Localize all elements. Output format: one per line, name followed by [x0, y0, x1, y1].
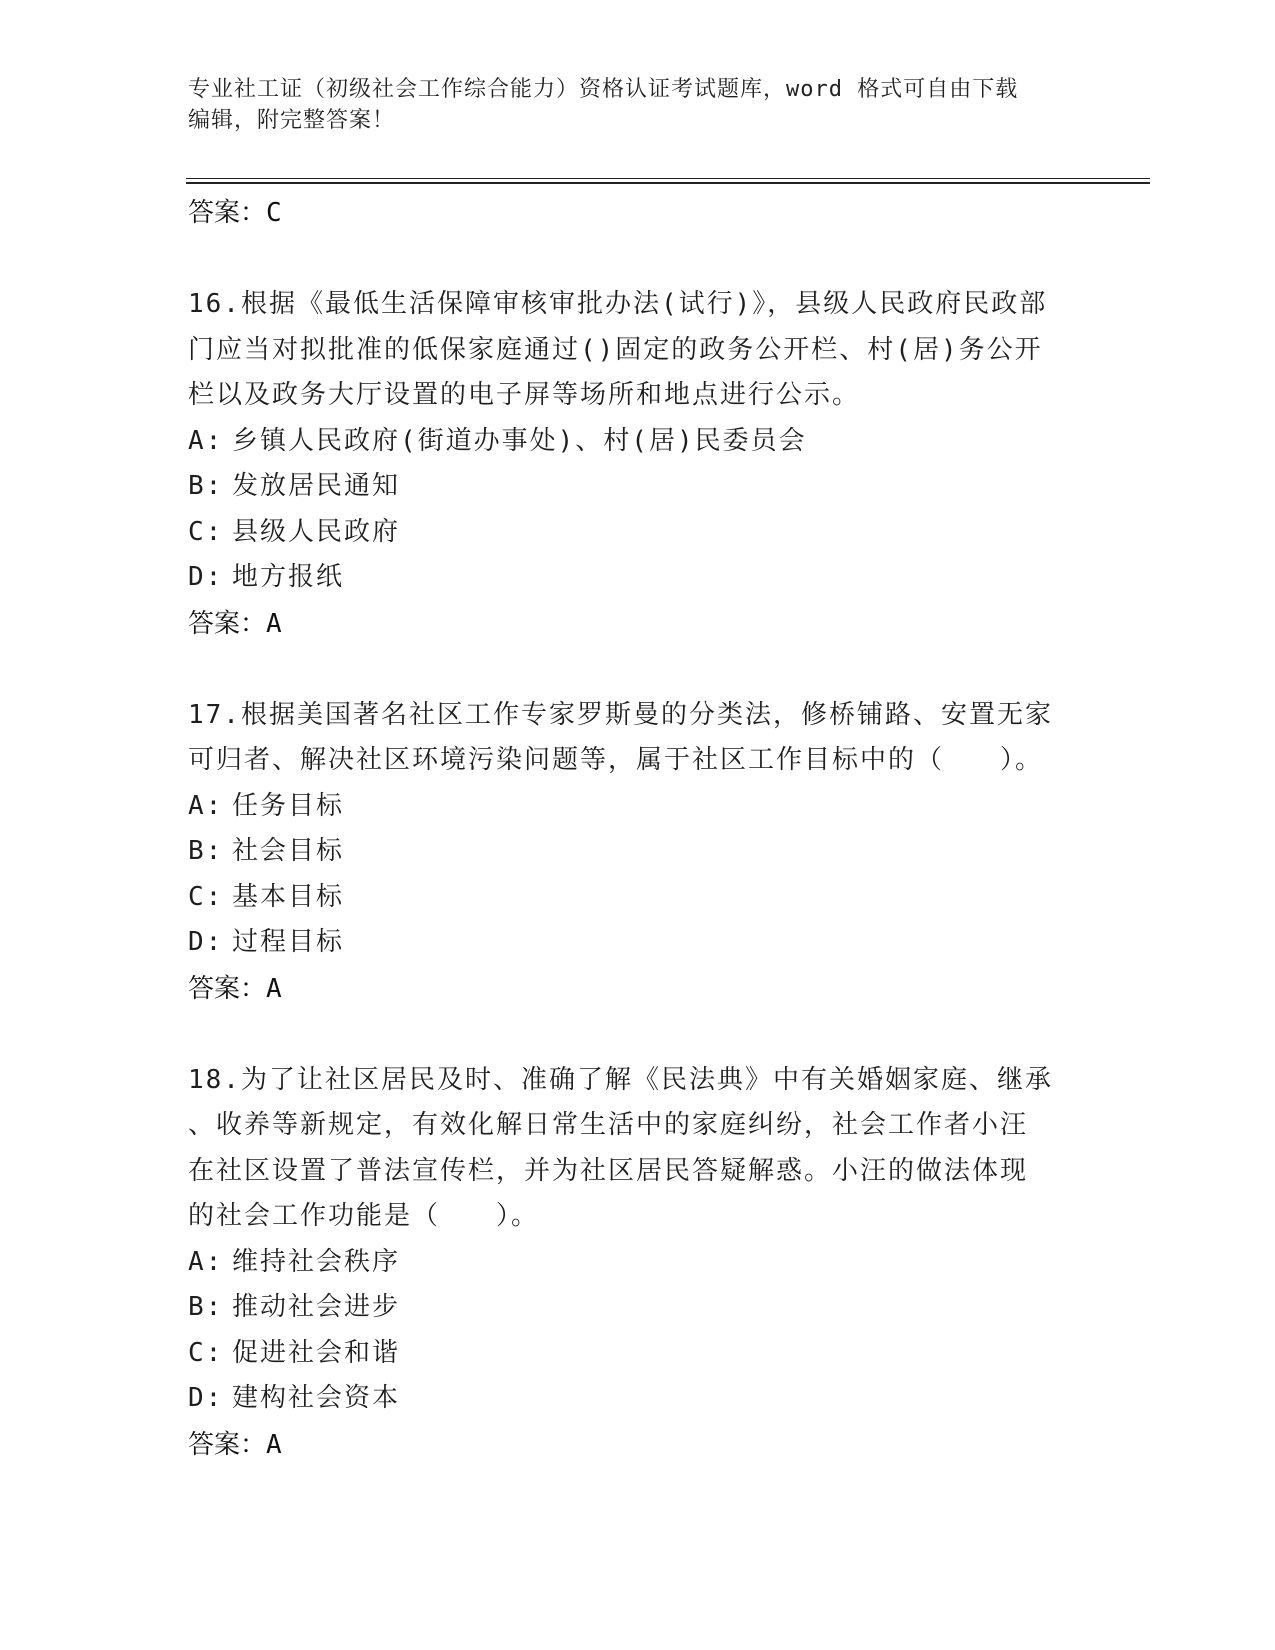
question-text-line: 栏以及政务大厅设置的电子屏等场所和地点进行公示。: [188, 380, 861, 410]
option-d: [188, 1376, 1088, 1422]
option-a: [188, 419, 1088, 465]
answer-label: 答案：: [188, 608, 267, 639]
spacer: [188, 236, 1088, 282]
answer-label: 答案：: [188, 198, 267, 228]
header-divider-thin: [186, 178, 1150, 179]
question-text-line: 的社会工作功能是（ ）。: [188, 1201, 540, 1231]
option-text: 过程目标: [232, 927, 345, 957]
question-17: [188, 693, 1088, 1012]
spacer: [188, 647, 1088, 693]
answer-value: A: [266, 1429, 282, 1460]
question-answer: [188, 966, 1088, 1012]
option-letter: C:: [188, 881, 224, 912]
option-text: 地方报纸: [232, 562, 345, 592]
option-text: 基本目标: [232, 881, 345, 912]
answer-value: C: [266, 198, 282, 228]
question-16: [188, 282, 1088, 647]
question-list: [188, 190, 1088, 1468]
page-header: [188, 74, 1088, 136]
option-text: 维持社会秩序: [232, 1246, 401, 1277]
option-letter: D:: [188, 1383, 224, 1413]
option-letter: A:: [188, 1246, 224, 1277]
option-letter: D:: [188, 562, 224, 592]
header-divider-thick: [186, 182, 1150, 184]
question-answer: [188, 1422, 1088, 1468]
question-text-line: 在社区设置了普法宣传栏，并为社区居民答疑解惑。小汪的做法体现: [188, 1155, 1029, 1186]
option-text: 社会目标: [232, 836, 345, 866]
option-b: [188, 464, 1088, 510]
spacer: [188, 1012, 1088, 1058]
option-text: 县级人民政府: [232, 516, 401, 547]
option-letter: C:: [188, 1337, 224, 1368]
question-18: [188, 1058, 1088, 1468]
question-text-line: 、收养等新规定，有效化解日常生活中的家庭纠纷，社会工作者小汪: [188, 1110, 1029, 1140]
option-text: 推动社会进步: [232, 1292, 401, 1322]
answer-value: A: [266, 608, 282, 639]
option-letter: A:: [188, 790, 224, 821]
question-text-line: 17.根据美国著名社区工作专家罗斯曼的分类法，修桥铺路、安置无家: [188, 699, 1053, 730]
option-letter: B:: [188, 1292, 224, 1322]
option-text: 建构社会资本: [232, 1383, 401, 1413]
option-text: 发放居民通知: [232, 471, 401, 501]
option-d: [188, 555, 1088, 601]
option-c: [188, 510, 1088, 556]
option-d: [188, 920, 1088, 966]
option-b: [188, 829, 1088, 875]
option-letter: C:: [188, 516, 224, 547]
option-letter: B:: [188, 471, 224, 501]
question-text-line: 门应当对拟批准的低保家庭通过()固定的政务公开栏、村(居)务公开: [188, 334, 1043, 365]
header-line-2: 编辑，附完整答案！: [188, 108, 396, 133]
question-text-line: 可归者、解决社区环境污染问题等，属于社区工作目标中的（ ）。: [188, 745, 1044, 775]
option-c: [188, 1331, 1088, 1377]
option-text: 任务目标: [232, 790, 345, 821]
question-text-line: 18.为了让社区居民及时、准确了解《民法典》中有关婚姻家庭、继承: [188, 1064, 1053, 1095]
option-letter: A:: [188, 425, 224, 456]
header-line-1: 专业社工证（初级社会工作综合能力）资格认证考试题库，word 格式可自由下载: [188, 77, 1019, 102]
answer-value: A: [266, 973, 282, 1004]
answer-label: 答案：: [188, 973, 267, 1004]
option-b: [188, 1285, 1088, 1331]
option-text: 促进社会和谐: [232, 1337, 401, 1368]
answer-label: 答案：: [188, 1429, 267, 1460]
option-a: [188, 1240, 1088, 1286]
question-text-line: 16.根据《最低生活保障审核审批办法(试行)》，县级人民政府民政部: [188, 289, 1048, 319]
option-c: [188, 875, 1088, 921]
previous-answer: [188, 190, 1088, 236]
option-text: 乡镇人民政府(街道办事处)、村(居)民委员会: [232, 425, 807, 456]
option-a: [188, 784, 1088, 830]
option-letter: B:: [188, 836, 224, 866]
option-letter: D:: [188, 927, 224, 957]
question-answer: [188, 601, 1088, 647]
